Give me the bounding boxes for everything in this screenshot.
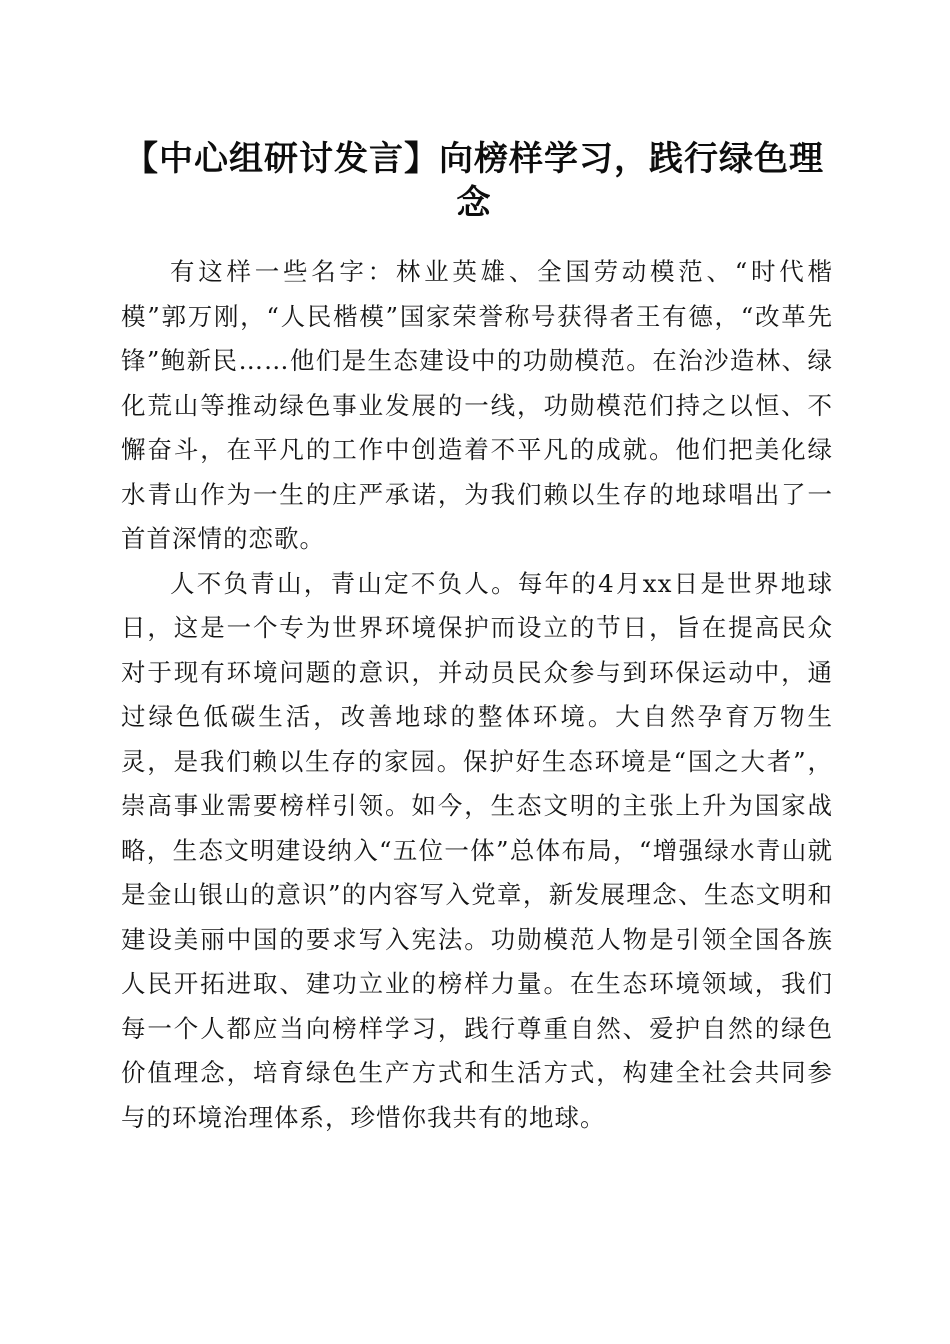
paragraph-2: 人不负青山，青山定不负人。每年的4月xx日是世界地球日，这是一个专为世界环境保护而设立的节日，旨在提高民众对于现有环境问题的意识，并动员民众参与到环保运动中，通过绿色低碳生活，改善地球的整体环境。大自然孕育万物生灵，是我们赖以生存的家园。保护好生态环境是“国之大者”，崇高事业需要榜样引领。如今，生态文明的主张上升为国家战略，生态文明建设纳入“五位一体”总体布局，“增强绿水青山就是金山银山的意识”的内容写入党章，新发展理念、生态文明和建设美丽中国的要求写入宪法。功勋模范人物是引领全国各族人民开拓进取、建功立业的榜样力量。在生态环境领域，我们每一个人都应当向榜样学习，践行尊重自然、爱护自然的绿色价值理念，培育绿色生产方式和生活方式，构建全社会共同参与的环境治理体系，珍惜你我共有的地球。 <box>121 568 833 1132</box>
document-title: 【中心组研讨发言】向榜样学习，践行绿色理念 <box>124 139 824 223</box>
paragraph-1: 有这样一些名字：林业英雄、全国劳动模范、“时代楷模”郭万刚，“人民楷模”国家荣誉称号获得者王有德，“改革先锋”鲍新民……他们是生态建设中的功勋模范。在治沙造林、绿化荒山等推动绿色事业发展的一线，功勋模范们持之以恒、不懈奋斗，在平凡的工作中创造着不平凡的成就。他们把美化绿水青山作为一生的庄严承诺，为我们赖以生存的地球唱出了一首首深情的恋歌。 <box>121 257 833 553</box>
document-body <box>121 250 833 1140</box>
